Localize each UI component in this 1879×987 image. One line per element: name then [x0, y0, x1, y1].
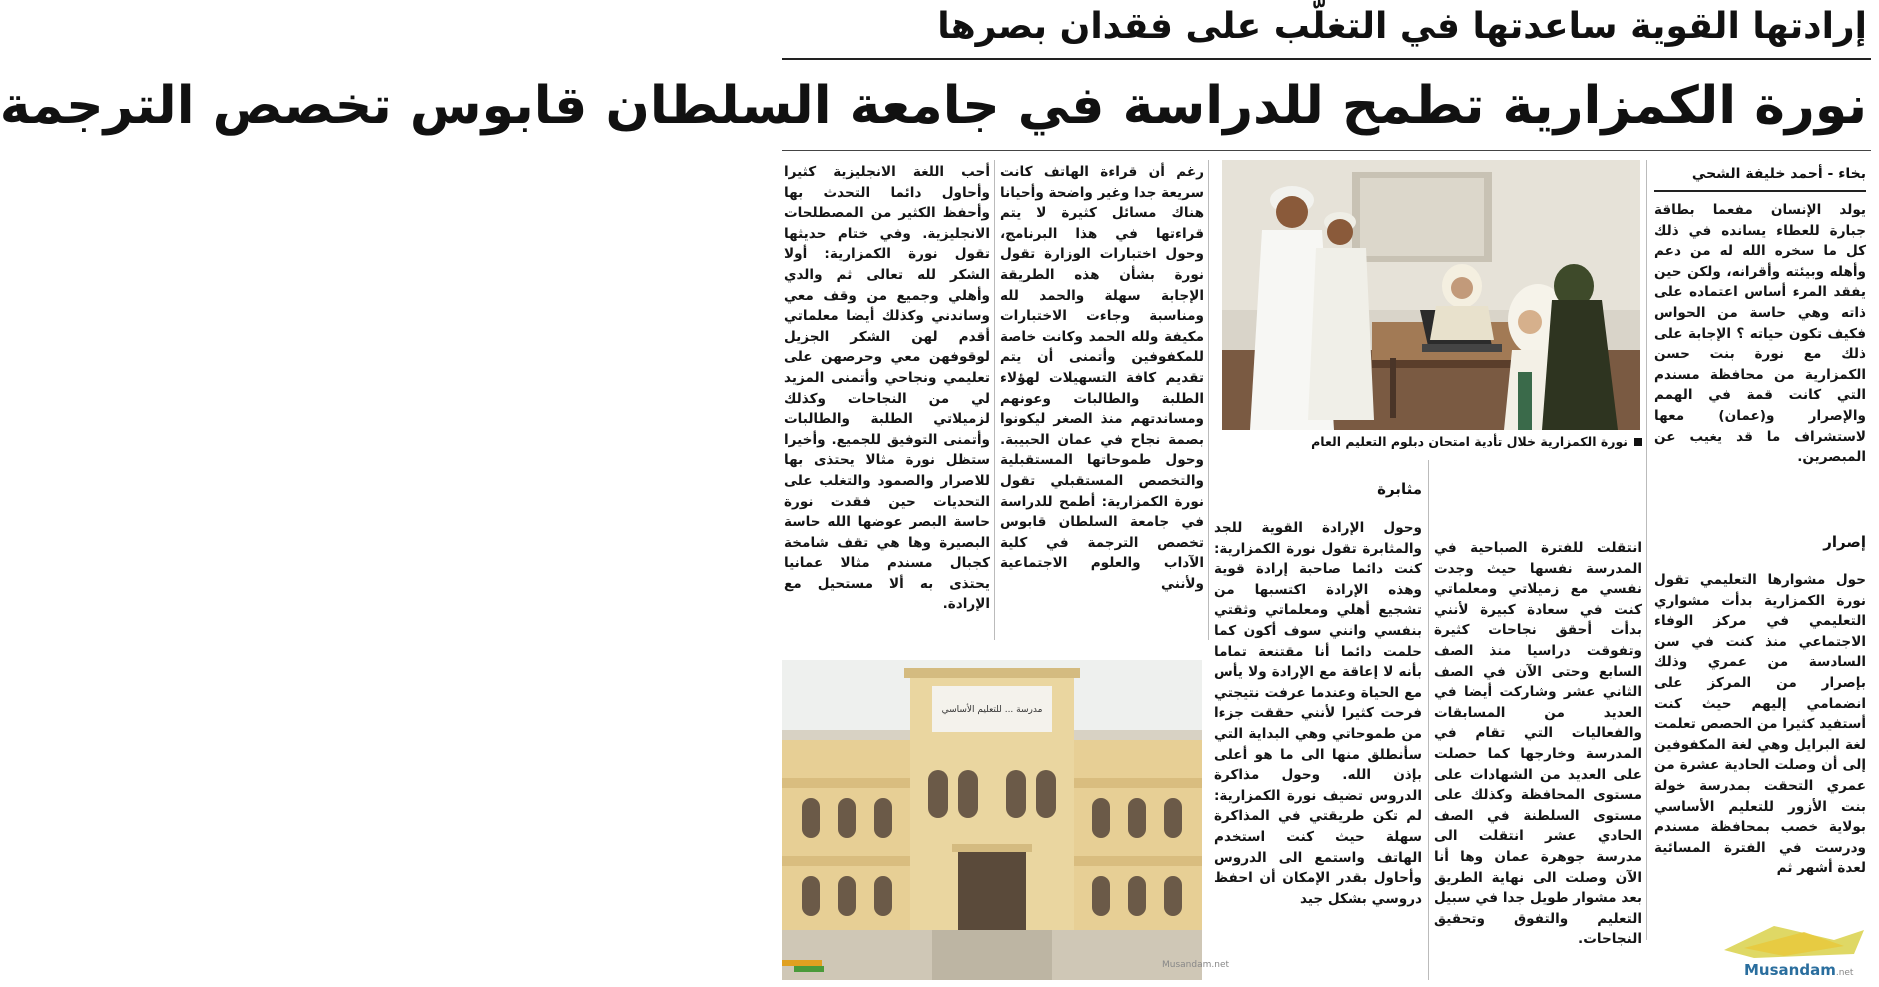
site-logo-label	[1744, 960, 1874, 979]
site-logo	[1714, 920, 1874, 982]
photo-caption	[1226, 432, 1642, 452]
site-logo-tld: .net	[1835, 968, 1854, 978]
intro-paragraph: يولد الإنسان مفعما بطاقة جبارة للعطاء يسانده في ذلك كل ما سخره الله له من دعم وأهله وبيئته وأقرانه، ولكن حين يفقد المرء أساس اعتماده على ذاته وهي حاسة من الحواس فكيف تكون حياته ؟ الإجابة على ذلك مع نورة بنت حسن الكمزارية من محافظة مسندم التي كانت قمة في الهمم والإصرار و(عمان) معها لاستشراف ما قد يغيب عن المبصرين.	[1654, 202, 1866, 466]
body-paragraph-2: انتقلت للفترة الصباحية في المدرسة نفسها حيث وجدت نفسي مع زميلاتي ومعلماتي كنت في سعادة كبيرة لأنني بدأت أحقق نجاحات كثيرة وتفوقت دراسيا منذ الصف السابع وحتى الآن في الصف الثاني عشر وشاركت أيضا في العديد من المسابقات والفعاليات التي تقام في المدرسة وخارجها كما حصلت على العديد من الشهادات على مستوى المحافظة وكذلك على مستوى السلطنة في الصف الحادي عشر انتقلت الى مدرسة جوهرة عمان وها أنا الآن وصلت الى نهاية الطريق بعد مشوار طويل جدا في سبيل التعليم والتفوق وتحقيق النجاحات.	[1434, 540, 1642, 948]
caption-bullet-icon	[1634, 438, 1642, 446]
column-3	[1214, 518, 1422, 978]
column-divider	[1646, 160, 1647, 940]
school-building-photo	[782, 660, 1230, 980]
photo-watermark: Musandam.net	[1162, 960, 1230, 970]
exam-photo-image	[1222, 160, 1640, 430]
article-kicker: إرادتها القوية ساعدتها في التغلّب على فقدان بصرها	[937, 6, 1867, 47]
body-paragraph-5: أحب اللغة الانجليزية كثيرا وأحاول دائما التحدث بها وأحفظ الكثير من المصطلحات الانجليزية. وفي ختام حديثها تقول نورة الكمزارية: أولا الشكر لله تعالى ثم والدي وأهلي وجميع من وقف معي وساندني وكذلك أيضا معلماتي أقدم لهن الشكر الجزيل لوقوفهن معي وحرصهن على تعليمي ونجاحي وأتمنى المزيد لي من النجاحات وكذلك لزميلاتي الطلبة والطالبات وأتمنى التوفيق للجميع. وأخيرا ستظل نورة مثالا يحتذى بها للاصرار والصمود والتغلب على التحديات حين فقدت نورة حاسة البصر عوضها الله حاسة البصيرة وها هي تقف شامخة كجبال مسندم مثالا عمانيا يحتذى به ألا مستحيل مع الإرادة.	[784, 164, 990, 613]
site-logo-name: Musandam	[1744, 961, 1836, 979]
subhead-persistence: إصرار	[1823, 533, 1866, 551]
site-logo-icon	[1714, 920, 1874, 960]
column-4	[1000, 162, 1204, 638]
body-paragraph-4: رغم أن قراءة الهاتف كانت سريعة جدا وغير واضحة وأحيانا هناك مسائل كثيرة لا يتم قراءتها في هذا البرنامج، وحول اختبارات الوزارة تقول نورة بشأن هذه الطريقة الإجابة سهلة والحمد لله ومناسبة وجاءت الاختبارات مكيفة ولله الحمد وكانت خاصة للمكفوفين وأتمنى أن يتم تقديم كافة التسهيلات لهؤلاء الطلبة والطالبات وعونهم ومساندتهم منذ الصغر ليكونوا بصمة نجاح في عمان الحبيبة. وحول طموحاتها المستقبلية والتخصص المستقبلي تقول نورة الكمزارية: أطمح للدراسة في جامعة السلطان قابوس تخصص الترجمة في كلية الآداب والعلوم الاجتماعية ولأنني	[1000, 164, 1204, 592]
column-divider	[1428, 460, 1429, 980]
column-2	[1434, 538, 1642, 978]
body-paragraph-1: حول مشوارها التعليمي تقول نورة الكمزارية بدأت مشواري التعليمي في مركز الوفاء الاجتماعي منذ كنت في سن السادسة من عمري وذلك بإصرار من المركز على انضمامي إليهم حيث كنت أستفيد كثيرا من الحصص تعلمت لغة البرايل وهي لغة المكفوفين إلى أن وصلت الحادية عشرة من عمري التحقت بمدرسة خولة بنت الأزور للتعليم الأساسي بولاية خصب بمحافظة مسندم ودرست في الفترة المسائية لعدة أشهر ثم	[1654, 572, 1866, 877]
subhead-diligence: مثابرة	[1377, 480, 1422, 498]
top-rule	[782, 58, 1871, 60]
photo-caption-text: نورة الكمزارية خلال تأدية امتحان دبلوم التعليم العام	[1311, 434, 1628, 449]
building-sign-text: مدرسة ... للتعليم الأساسي	[941, 705, 1043, 715]
column-divider	[994, 160, 995, 640]
headline-rule	[782, 150, 1871, 151]
exam-photo	[1222, 160, 1640, 430]
body-paragraph-3: وحول الإرادة القوية للجد والمثابرة تقول نورة الكمزارية: كنت دائما صاحبة إرادة قوية وهذه الإرادة اكتسبها من تشجيع أهلي ومعلماتي وثقتي بنفسي وانني سوف أكون كما حلمت دائما أنا مقتنعة تماما بأنه لا إعاقة مع الإرادة ولا يأس مع الحياة وعندما عرفت نتيجتي فرحت كثيرا لأنني حققت جزءا من طموحاتي وهي البداية التي سأنطلق منها الى ما هو أعلى بإذن الله. وحول مذاكرة الدروس تضيف نورة الكمزارية: لم تكن طريقتي في المذاكرة سهلة حيث كنت استخدم الهاتف واستمع الى الدروس وأحاول بقدر الإمكان أن احفظ دروسي بشكل جيد	[1214, 520, 1422, 907]
column-5	[784, 162, 990, 638]
column-1-intro	[1654, 200, 1866, 518]
article-headline: نورة الكمزارية تطمح للدراسة في جامعة السلطان قابوس تخصص الترجمة	[0, 76, 1867, 136]
school-building-image	[782, 660, 1202, 980]
column-divider	[1208, 160, 1209, 640]
byline: بخاء - أحمد خليفة الشحي	[1654, 160, 1866, 192]
column-1-body	[1654, 570, 1866, 934]
